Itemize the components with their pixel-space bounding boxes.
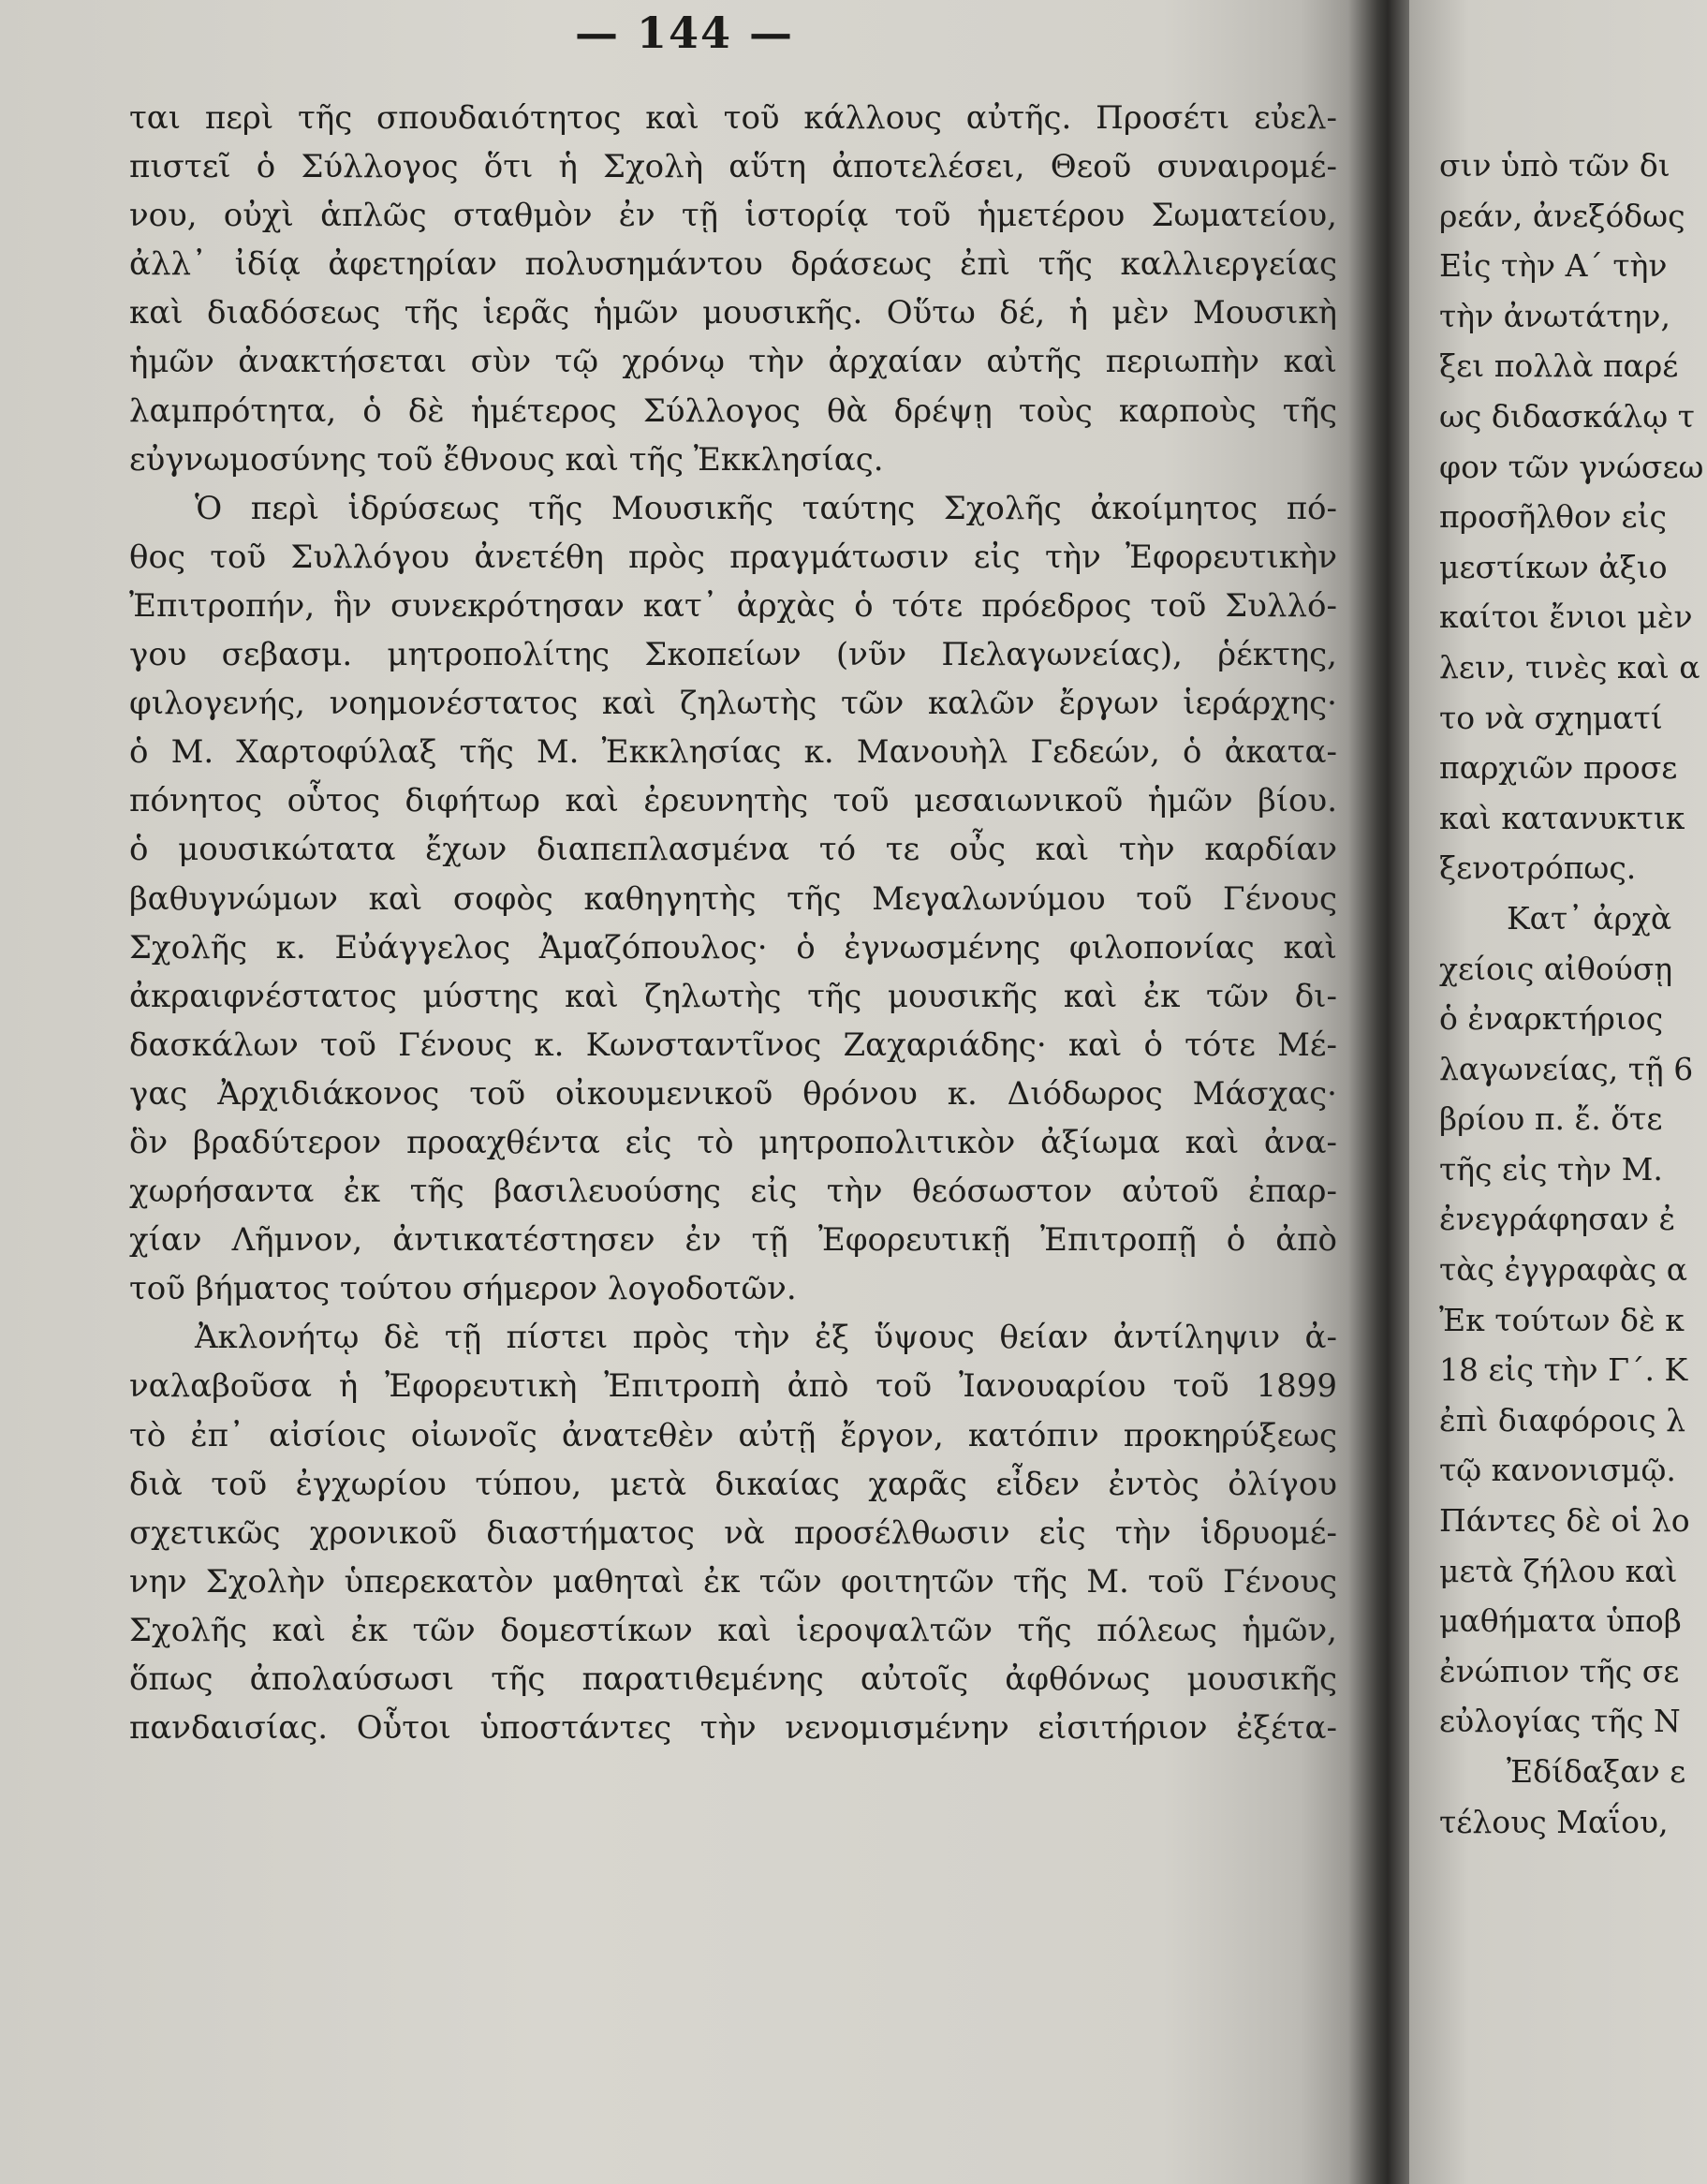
text-line: χωρήσαντα ἐκ τῆς βασιλευούσης εἰς τὴν θεόσωστον αὐτοῦ ἐπαρ- [129,1173,1337,1211]
text-line: ἐπὶ διαφόροις λ [1439,1401,1685,1439]
text-line: ως διδασκάλῳ τ [1439,397,1695,435]
text-line: καίτοι ἔνιοι μὲν [1439,598,1693,636]
text-line: το νὰ σχηματί [1439,699,1663,736]
text-line: νου, οὐχὶ ἁπλῶς σταθμὸν ἐν τῇ ἱστορίᾳ τοῦ ἡμετέρου Σωματείου, [129,197,1337,235]
text-line: ὅπως ἀπολαύσωσι τῆς παρατιθεμένης αὐτοῖς ἀφθόνως μουσικῆς [129,1660,1337,1698]
text-line: θος τοῦ Συλλόγου ἀνετέθη πρὸς πραγμάτωσιν εἰς τὴν Ἐφορευτικὴν [129,538,1337,576]
text-line: φον τῶν γνώσεω [1439,448,1704,485]
book-gutter [1348,0,1414,2184]
text-line: βαθυγνώμων καὶ σοφὸς καθηγητὴς τῆς Μεγαλωνύμου τοῦ Γένους [129,879,1337,918]
text-line: δασκάλων τοῦ Γένους κ. Κωνσταντῖνος Ζαχαριάδης· καὶ ὁ τότε Μέ- [129,1026,1337,1064]
text-line: μεστίκων ἀξιο [1439,548,1668,585]
text-line: τοῦ βήματος τούτου σήμερον λογοδοτῶν. [129,1270,797,1308]
text-line: τὰς ἐγγραφὰς α [1439,1251,1687,1289]
text-line: ρεάν, ἀνεξόδως [1439,197,1685,234]
text-line: ξει πολλὰ παρέ [1439,347,1679,385]
text-line: παρχιῶν προσε [1439,749,1678,787]
text-line: Σχολῆς καὶ ἐκ τῶν δομεστίκων καὶ ἱεροψαλτῶν τῆς πόλεως ἡμῶν, [129,1611,1337,1649]
text-line: 18 εἰς τὴν Γ΄. Κ [1439,1351,1688,1389]
text-line: Κατ᾽ ἀρχὰ [1507,899,1672,937]
text-line: τῆς εἰς τὴν Μ. [1439,1150,1663,1188]
text-line: λαμπρότητα, ὁ δὲ ἡμέτερος Σύλλογος θὰ δρέψῃ τοὺς καρποὺς τῆς [129,391,1337,430]
text-line: ὁ μουσικώτατα ἔχων διαπεπλασμένα τό τε οὖς καὶ τὴν καρδίαν [129,831,1337,869]
text-line: ἀκραιφνέστατος μύστης καὶ ζηλωτὴς τῆς μουσικῆς καὶ ἐκ τῶν δι- [129,977,1337,1015]
text-line: Ἐπιτροπήν, ἣν συνεκρότησαν κατ᾽ ἀρχὰς ὁ τότε πρόεδρος τοῦ Συλλό- [129,586,1337,625]
text-line: γας Ἀρχιδιάκονος τοῦ οἰκουμενικοῦ θρόνου κ. Διόδωρος Μάσχας· [129,1074,1337,1113]
text-line: Ἐδίδαξαν ε [1507,1753,1686,1790]
text-line: λαγωνείας, τῇ 6 [1439,1050,1694,1087]
text-line: διὰ τοῦ ἐγχωρίου τύπου, μετὰ δικαίας χαρᾶς εἶδεν ἐντὸς ὀλίγου [129,1465,1337,1503]
text-line: ἐνεγράφησαν ἐ [1439,1201,1676,1238]
text-line: φιλογενής, νοημονέστατος καὶ ζηλωτὴς τῶν καλῶν ἔργων ἱεράρχης· [129,685,1337,723]
text-line: ξενοτρόπως. [1439,849,1637,887]
text-line: καὶ διαδόσεως τῆς ἱερᾶς ἡμῶν μουσικῆς. Οὕτω δέ, ἡ μὲν Μουσικὴ [129,294,1337,332]
text-line: πανδαισίας. Οὗτοι ὑποστάντες τὴν νενομισμένην εἰσιτήριον ἐξέτα- [129,1709,1337,1748]
text-line: Ἀκλονήτῳ δὲ τῇ πίστει πρὸς τὴν ἐξ ὕψους θείαν ἀντίληψιν ἀ- [195,1319,1337,1357]
text-line: μαθήματα ὑποβ [1439,1602,1682,1640]
text-line: ἀλλ᾽ ἰδίᾳ ἀφετηρίαν πολυσημάντου δράσεως ἐπὶ τῆς καλλιεργείας [129,245,1337,284]
text-line: ὃν βραδύτερον προαχθέντα εἰς τὸ μητροπολιτικὸν ἀξίωμα καὶ ἀνα- [129,1123,1337,1161]
text-line: σχετικῶς χρονικοῦ διαστήματος νὰ προσέλθωσιν εἰς τὴν ἱδρυομέ- [129,1513,1337,1552]
text-line: μετὰ ζήλου καὶ [1439,1552,1678,1589]
right-page-text [1439,140,1707,1847]
text-line: σιν ὑπὸ τῶν δι [1439,147,1670,184]
text-line: Ἐκ τούτων δὲ κ [1439,1301,1685,1338]
text-line: Ὁ περὶ ἱδρύσεως τῆς Μουσικῆς ταύτης Σχολῆς ἀκοίμητος πό- [195,489,1337,527]
text-line: καὶ κατανυκτικ [1439,799,1685,836]
text-line: χίαν Λῆμνον, ἀντικατέστησεν ἐν τῇ Ἐφορευτικῇ Ἐπιτροπῇ ὁ ἀπὸ [129,1221,1337,1260]
text-line: προσῆλθον εἰς [1439,498,1667,536]
text-line: εὐλογίας τῆς Ν [1439,1703,1681,1740]
text-line: ται περὶ τῆς σπουδαιότητος καὶ τοῦ κάλλους αὐτῆς. Προσέτι εὐελ- [129,99,1337,137]
text-line: ὁ Μ. Χαρτοφύλαξ τῆς Μ. Ἐκκλησίας κ. Μανουὴλ Γεδεών, ὁ ἀκατα- [129,733,1337,772]
text-line: λειν, τινὲς καὶ α [1439,648,1700,686]
text-line: ναλαβοῦσα ἡ Ἐφορευτικὴ Ἐπιτροπὴ ἀπὸ τοῦ Ἰανουαρίου τοῦ 1899 [129,1367,1337,1406]
text-line: τὴν ἀνωτάτην, [1439,297,1670,334]
text-line: τὸ ἐπ᾽ αἰσίοις οἰωνοῖς ἀνατεθὲν αὐτῇ ἔργον, κατόπιν προκηρύξεως [129,1416,1337,1454]
text-line: ὁ ἐναρκτήριος [1439,1000,1664,1038]
page-number: — 144 — [574,7,795,58]
text-line: νην Σχολὴν ὑπερεκατὸν μαθηταὶ ἐκ τῶν φοιτητῶν τῆς Μ. τοῦ Γένους [129,1562,1337,1601]
text-line: Εἰς τὴν Α΄ τὴν [1439,247,1668,285]
text-line: Σχολῆς κ. Εὐάγγελος Ἀμαζόπουλος· ὁ ἐγνωσμένης φιλοπονίας καὶ [129,928,1337,967]
text-line: πόνητος οὗτος διφήτωρ καὶ ἐρευνητὴς τοῦ μεσαιωνικοῦ ἡμῶν βίου. [129,782,1337,820]
left-page-text [129,94,1337,1752]
text-line: ἐνώπιον τῆς σε [1439,1652,1680,1690]
text-line: βρίου π. ἔ. ὅτε [1439,1100,1663,1138]
text-line: ἡμῶν ἀνακτήσεται σὺν τῷ χρόνῳ τὴν ἀρχαίαν αὐτῆς περιωπὴν καὶ [129,343,1337,381]
text-line: τῷ κανονισμῷ. [1439,1452,1676,1489]
text-line: Πάντες δὲ οἱ λο [1439,1502,1690,1540]
text-line: πιστεῖ ὁ Σύλλογος ὅτι ἡ Σχολὴ αὕτη ἀποτελέσει, Θεοῦ συναιρομέ- [129,148,1337,186]
text-line: γου σεβασμ. μητροπολίτης Σκοπείων (νῦν Πελαγωνείας), ῥέκτης, [129,636,1337,674]
text-line: τέλους Μαΐου, [1439,1803,1669,1840]
right-page [1409,0,1707,2184]
text-line: εὐγνωμοσύνης τοῦ ἔθνους καὶ τῆς Ἐκκλησίας. [129,440,884,479]
text-line: χείοις αἰθούσῃ [1439,950,1673,987]
